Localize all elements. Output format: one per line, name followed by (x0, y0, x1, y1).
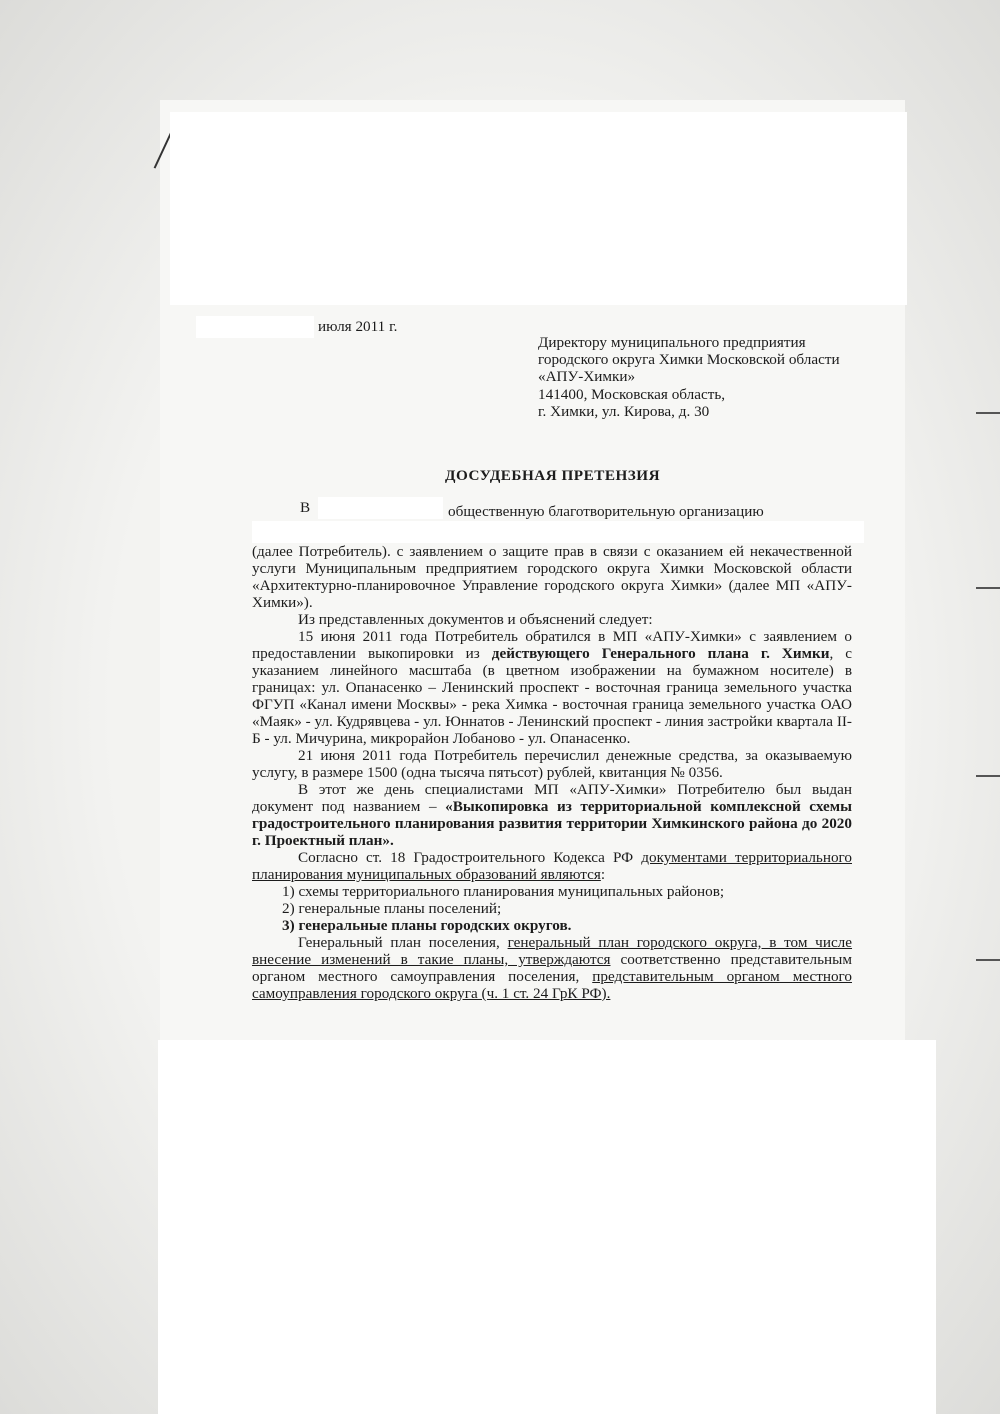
addressee-line-3: «АПУ-Химки» (538, 368, 636, 385)
document-title: ДОСУДЕБНАЯ ПРЕТЕНЗИЯ (445, 467, 661, 484)
list-item: 2) генеральные планы поселений; (282, 900, 502, 917)
paragraph: Согласно ст. 18 Градостроительного Кодекса РФ документами территориального планирования муниципальных образований являются: (252, 849, 852, 883)
paragraph: (далее Потребитель). с заявлением о защите прав в связи с оказанием ей некачественной услуги Муниципальным предприятием городского округа Химки Московской области «Архитектурно-планировочное Управление городского округа Химки» (далее МП «АПУ-Химки»). (252, 543, 852, 611)
paragraph: В этот же день специалистами МП «АПУ-Химки» Потребителю был выдан документ под названием – «Выкопировка из территориальной комплексной схемы градостроительного планирования развития территории Химкинского района до 2020 г. Проектный план». (252, 781, 852, 849)
addressee-line-4: 141400, Московская область, (538, 386, 726, 403)
redaction-header (170, 112, 907, 305)
addressee-line-5: г. Химки, ул. Кирова, д. 30 (538, 403, 710, 420)
edge-mark (976, 412, 1000, 414)
edge-mark (976, 587, 1000, 589)
addressee-line-2: городского округа Химки Московской области (538, 351, 840, 368)
paragraph: 15 июня 2011 года Потребитель обратился в МП «АПУ-Химки» с заявлением о предоставлении выкопировки из действующего Генерального плана г. Химки, с указанием линейного масштаба (в цветном изображении на бумажном носителе) в границах: ул. Опанасенко – Ленинский проспект - восточная граница земельного участка ФГУП «Канал имени Москвы» - река Химка - восточная граница земельного участка ОАО «Маяк» - ул. Кудрявцева - ул. Юннатов - Ленинский проспект - линия застройки квартала II-Б - ул. Мичурина, микрорайон Лобаново - ул. Опанасенко. (252, 628, 853, 747)
list-item: 1) схемы территориального планирования муниципальных районов; (282, 883, 725, 900)
paragraph: 21 июня 2011 года Потребитель перечислил денежные средства, за оказываемую услугу, в размере 1500 (одна тысяча пятьсот) рублей, квитанция № 0356. (252, 747, 852, 781)
intro-prefix: В (300, 499, 311, 516)
redaction-consumer (252, 521, 864, 543)
edge-mark (976, 959, 1000, 961)
document-body (252, 543, 852, 1002)
addressee-line-1: Директору муниципального предприятия (538, 334, 806, 351)
redaction-footer (158, 1040, 936, 1414)
paragraph: Генеральный план поселения, генеральный план городского округа, в том числе внесение изменений в такие планы, утверждаются соответственно представительным органом местного самоуправления поселения, представительным органом местного самоуправления городского округа (ч. 1 ст. 24 ГрК РФ). (252, 934, 853, 1002)
edge-mark (976, 775, 1000, 777)
redaction-organization (318, 497, 443, 519)
intro-organization: общественную благотворительную организацию (448, 503, 764, 520)
redaction-date (196, 316, 314, 338)
list-item: 3) генеральные планы городских округов. (282, 917, 572, 934)
paragraph: Из представленных документов и объяснений следует: (298, 611, 653, 628)
date-line: июля 2011 г. (318, 318, 398, 335)
